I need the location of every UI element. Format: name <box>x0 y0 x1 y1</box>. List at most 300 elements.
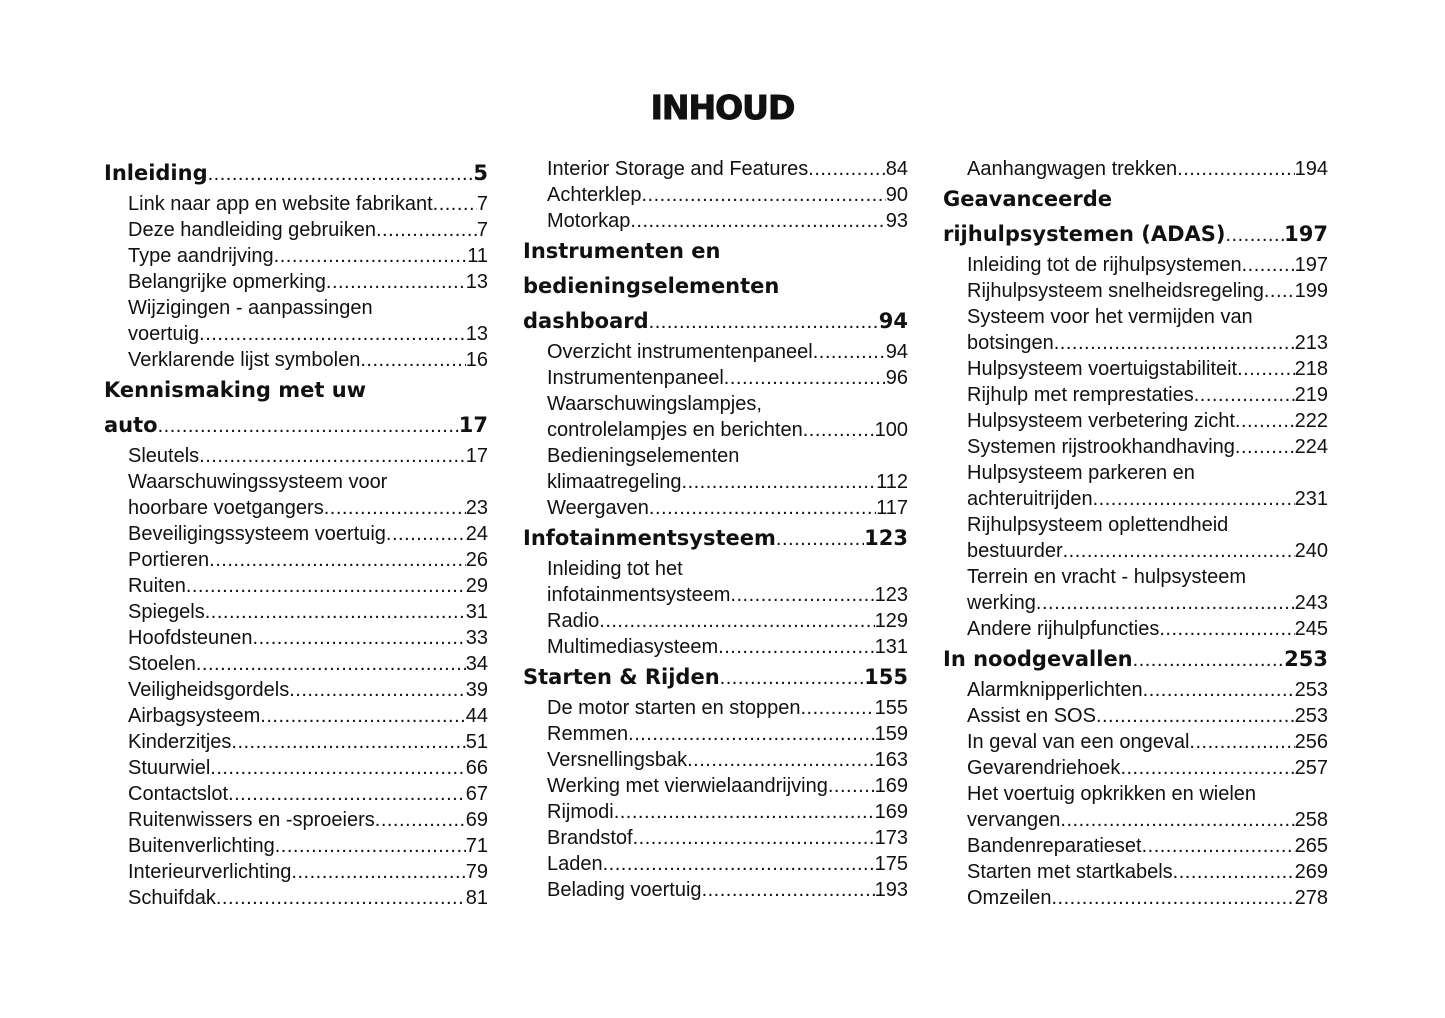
page-number: 94 <box>885 341 908 363</box>
dot-leader <box>630 208 885 234</box>
page-number: 94 <box>878 309 908 333</box>
toc-entry[interactable] <box>523 391 908 443</box>
toc-entry-title: Bedieningselementen <box>547 445 740 467</box>
page-number: 112 <box>876 471 908 493</box>
toc-section[interactable] <box>523 660 908 695</box>
page-number: 199 <box>1294 280 1328 302</box>
toc-entry[interactable] <box>943 859 1328 885</box>
toc-section-title: dashboard <box>523 309 649 333</box>
toc-entry-title: Waarschuwingslampjes, <box>547 393 762 415</box>
page-number: 39 <box>465 679 488 701</box>
toc-entry-line <box>943 590 1328 616</box>
toc-entry-line <box>104 495 488 521</box>
toc-section-line <box>104 408 488 443</box>
dot-leader <box>687 747 875 773</box>
toc-entry-line <box>104 443 488 469</box>
toc-section-title: Geavanceerde <box>943 187 1113 211</box>
dot-leader <box>682 469 877 495</box>
toc-entry-title: Stuurwiel <box>128 757 211 779</box>
toc-entry[interactable] <box>104 443 488 469</box>
toc-entry[interactable] <box>943 252 1328 278</box>
toc-entry-line <box>943 408 1328 434</box>
toc-entry-title: Inleiding tot het <box>547 558 683 580</box>
page-number: 16 <box>465 349 488 371</box>
dot-leader <box>628 721 874 747</box>
toc-entry-line <box>523 773 908 799</box>
dot-leader <box>253 625 466 651</box>
page-number: 33 <box>465 627 488 649</box>
page-number: 258 <box>1294 809 1328 831</box>
toc-section[interactable] <box>523 521 908 556</box>
dot-leader <box>196 651 466 677</box>
page-number: 243 <box>1294 592 1328 614</box>
dot-leader <box>1036 590 1295 616</box>
toc-entry-title: Ruiten <box>128 575 186 597</box>
toc-entry[interactable] <box>104 243 488 269</box>
toc-entry-title: Verklarende lijst symbolen <box>128 349 361 371</box>
toc-entry-line <box>523 877 908 903</box>
page-number: 173 <box>874 827 908 849</box>
toc-entry-title: Versnellingsbak <box>547 749 688 771</box>
dot-leader <box>1235 434 1295 460</box>
toc-entry-title: Omzeilen <box>967 887 1052 909</box>
toc-entry[interactable] <box>523 208 908 234</box>
dot-leader <box>1226 218 1285 253</box>
dot-leader <box>1264 278 1295 304</box>
toc-entry-title: Type aandrijving <box>128 245 274 267</box>
toc-entry[interactable] <box>104 217 488 243</box>
toc-entry-title: Veiligheidsgordels <box>128 679 290 701</box>
toc-section-title: In noodgevallen <box>943 647 1133 671</box>
page-number: 84 <box>885 158 908 180</box>
toc-entry-line <box>104 521 488 547</box>
toc-entry-line <box>943 434 1328 460</box>
toc-entry[interactable] <box>943 156 1328 182</box>
toc-section-line <box>523 269 908 304</box>
toc-entry-line <box>523 825 908 851</box>
toc-entry-title: Instrumentenpaneel <box>547 367 724 389</box>
toc-entry-line <box>943 755 1328 781</box>
toc-entry-line <box>104 651 488 677</box>
toc-section-line <box>523 521 908 556</box>
toc-entry-title: Starten met startkabels <box>967 861 1173 883</box>
toc-entry-line <box>943 729 1328 755</box>
toc-entry-line <box>104 321 488 347</box>
toc-entry-line <box>943 781 1328 807</box>
dot-leader <box>649 305 879 340</box>
toc-entry[interactable] <box>943 616 1328 642</box>
toc-section-line <box>104 373 488 408</box>
toc-section[interactable] <box>104 373 488 443</box>
toc-entry-title: Link naar app en website fabrikant <box>128 193 433 215</box>
toc-entry[interactable] <box>104 729 488 755</box>
toc-section-title: Instrumenten en <box>523 239 721 263</box>
dot-leader <box>205 599 466 625</box>
toc-entry-line <box>523 391 908 417</box>
dot-leader <box>1235 408 1295 434</box>
page-number: 93 <box>885 210 908 232</box>
toc-entry-title: controlelampjes en berichten <box>547 419 803 441</box>
dot-leader <box>724 365 886 391</box>
page-number: 90 <box>885 184 908 206</box>
toc-entry-title: Portieren <box>128 549 210 571</box>
toc-entry-title: Sleutels <box>128 445 200 467</box>
toc-entry[interactable] <box>523 851 908 877</box>
toc-entry-title: Weergaven <box>547 497 649 519</box>
dot-leader <box>1194 382 1295 408</box>
toc-entry-title: werking <box>967 592 1036 614</box>
dot-leader <box>1177 156 1294 182</box>
toc-entry[interactable] <box>943 356 1328 382</box>
page-number: 7 <box>476 193 488 215</box>
toc-entry-title: Spiegels <box>128 601 205 623</box>
toc-entry[interactable] <box>104 755 488 781</box>
toc-entry-line <box>943 486 1328 512</box>
toc-section[interactable] <box>104 156 488 191</box>
toc-entry[interactable] <box>104 469 488 521</box>
toc-entry-line <box>104 469 488 495</box>
toc-section-line <box>104 156 488 191</box>
toc-section-line <box>943 217 1328 252</box>
toc-entry-line <box>104 547 488 573</box>
page-number: 231 <box>1294 488 1328 510</box>
toc-entry-line <box>523 747 908 773</box>
toc-entry-line <box>943 885 1328 911</box>
toc-entry-title: Stoelen <box>128 653 196 675</box>
toc-entry[interactable] <box>104 295 488 347</box>
toc-entry-title: infotainmentsysteem <box>547 584 731 606</box>
toc-entry[interactable] <box>104 651 488 677</box>
toc-entry[interactable] <box>943 833 1328 859</box>
toc-entry-line <box>943 304 1328 330</box>
toc-entry-line <box>104 755 488 781</box>
toc-entry-line <box>943 330 1328 356</box>
toc-entry-line <box>104 781 488 807</box>
dot-leader <box>291 859 465 885</box>
dot-leader <box>720 661 865 696</box>
toc-entry-line <box>943 252 1328 278</box>
toc-entry-title: In geval van een ongeval <box>967 731 1190 753</box>
toc-entry[interactable] <box>523 365 908 391</box>
page-number: 96 <box>885 367 908 389</box>
dot-leader <box>1173 859 1295 885</box>
dot-leader <box>324 495 466 521</box>
toc-entry[interactable] <box>523 825 908 851</box>
page-number: 245 <box>1294 618 1328 640</box>
page-number: 100 <box>874 419 908 441</box>
toc-entry-line <box>943 538 1328 564</box>
toc-entry[interactable] <box>104 625 488 651</box>
toc-entry-title: Gevarendriehoek <box>967 757 1121 779</box>
toc-entry[interactable] <box>104 347 488 373</box>
dot-leader <box>386 521 466 547</box>
toc-entry-title: Rijmodi <box>547 801 614 823</box>
toc-entry-title: Multimediasysteem <box>547 636 719 658</box>
toc-entry-line <box>523 851 908 877</box>
page-number: 117 <box>876 497 908 519</box>
toc-entry-title: Deze handleiding gebruiken <box>128 219 376 241</box>
toc-entry[interactable] <box>104 885 488 911</box>
toc-section[interactable] <box>523 234 908 339</box>
dot-leader <box>1093 486 1295 512</box>
toc-entry-title: Remmen <box>547 723 629 745</box>
page-number: 44 <box>465 705 488 727</box>
toc-entry[interactable] <box>943 434 1328 460</box>
toc-entry-title: Motorkap <box>547 210 631 232</box>
page-number: 253 <box>1284 647 1328 671</box>
page-number: 71 <box>465 835 488 857</box>
toc-entry-title: hoorbare voetgangers <box>128 497 324 519</box>
page-number: 269 <box>1294 861 1328 883</box>
page-number: 256 <box>1294 731 1328 753</box>
toc-entry[interactable] <box>523 695 908 721</box>
page-number: 155 <box>864 665 908 689</box>
page-number: 222 <box>1294 410 1328 432</box>
page-number: 213 <box>1294 332 1328 354</box>
toc-entry-title: Wijzigingen - aanpassingen <box>128 297 373 319</box>
dot-leader <box>808 156 885 182</box>
toc-entry[interactable] <box>943 564 1328 616</box>
toc-entry[interactable] <box>523 443 908 495</box>
toc-entry-title: Het voertuig opkrikken en wielen <box>967 783 1257 805</box>
dot-leader <box>260 703 465 729</box>
toc-entry[interactable] <box>943 755 1328 781</box>
toc-entry[interactable] <box>523 182 908 208</box>
page-number: 240 <box>1294 540 1328 562</box>
toc-entry-line <box>943 356 1328 382</box>
toc-entry[interactable] <box>104 269 488 295</box>
page-number: 34 <box>465 653 488 675</box>
toc-section-title: Kennismaking met uw <box>104 378 367 402</box>
dot-leader <box>158 409 459 444</box>
toc-entry-line <box>523 608 908 634</box>
toc-entry-title: Rijhulp met remprestaties <box>967 384 1194 406</box>
dot-leader <box>1242 252 1295 278</box>
toc-entry-line <box>104 573 488 599</box>
dot-leader <box>649 495 876 521</box>
toc-section-line <box>943 642 1328 677</box>
toc-entry[interactable] <box>943 512 1328 564</box>
toc-entry-line <box>523 634 908 660</box>
page-number: 253 <box>1294 705 1328 727</box>
toc-entry-line <box>523 495 908 521</box>
toc-entry[interactable] <box>943 408 1328 434</box>
toc-entry[interactable] <box>943 278 1328 304</box>
toc-entry-title: Schuifdak <box>128 887 216 909</box>
dot-leader <box>633 825 875 851</box>
toc-entry-title: Interior Storage and Features <box>547 158 809 180</box>
toc-section[interactable] <box>943 642 1328 677</box>
toc-entry-title: Andere rijhulpfuncties <box>967 618 1160 640</box>
toc-entry[interactable] <box>104 677 488 703</box>
toc-entry[interactable] <box>943 382 1328 408</box>
page-number: 197 <box>1294 254 1328 276</box>
toc-entry[interactable] <box>104 859 488 885</box>
dot-leader <box>274 243 468 269</box>
dot-leader <box>1051 885 1294 911</box>
toc-entry-line <box>104 677 488 703</box>
toc-entry-title: achteruitrijden <box>967 488 1093 510</box>
toc-entry-title: Hulpsysteem parkeren en <box>967 462 1195 484</box>
toc-entry-line <box>943 859 1328 885</box>
toc-entry[interactable] <box>523 495 908 521</box>
toc-entry[interactable] <box>523 156 908 182</box>
toc-entry[interactable] <box>523 747 908 773</box>
toc-entry[interactable] <box>943 703 1328 729</box>
toc-entry-line <box>104 599 488 625</box>
toc-entry-line <box>104 729 488 755</box>
page-number: 67 <box>465 783 488 805</box>
toc-entry[interactable] <box>104 807 488 833</box>
toc-entry-title: Werking met vierwielaandrijving <box>547 775 828 797</box>
dot-leader <box>228 781 466 807</box>
toc-entry[interactable] <box>104 599 488 625</box>
toc-entry-line <box>523 695 908 721</box>
page-number: 219 <box>1294 384 1328 406</box>
dot-leader <box>828 773 875 799</box>
dot-leader <box>1120 755 1294 781</box>
toc-entry-line <box>943 833 1328 859</box>
dot-leader <box>642 182 886 208</box>
page-number: 29 <box>465 575 488 597</box>
page-number: 194 <box>1294 158 1328 180</box>
toc-section[interactable] <box>943 182 1328 252</box>
toc-entry[interactable] <box>104 521 488 547</box>
toc-section-title: auto <box>104 413 158 437</box>
dot-leader <box>1189 729 1294 755</box>
toc-entry-line <box>104 295 488 321</box>
page-number: 169 <box>874 775 908 797</box>
toc-section-line <box>523 660 908 695</box>
toc-entry[interactable] <box>104 833 488 859</box>
toc-entry[interactable] <box>104 547 488 573</box>
page-number: 26 <box>465 549 488 571</box>
toc-entry[interactable] <box>943 677 1328 703</box>
toc-section-title: bedieningselementen <box>523 274 780 298</box>
toc-entry-line <box>943 807 1328 833</box>
toc-entry-title: Systeem voor het vermijden van <box>967 306 1253 328</box>
page-number: 81 <box>465 887 488 909</box>
dot-leader <box>813 339 886 365</box>
toc-entry-title: Kinderzitjes <box>128 731 232 753</box>
dot-leader <box>1159 616 1294 642</box>
toc-entry[interactable] <box>104 573 488 599</box>
toc-entry[interactable] <box>523 877 908 903</box>
toc-entry-line <box>523 156 908 182</box>
toc-entry-line <box>943 677 1328 703</box>
page-number: 131 <box>874 636 908 658</box>
page-number: 193 <box>874 879 908 901</box>
toc-entry-title: voertuig <box>128 323 200 345</box>
toc-entry-line <box>523 721 908 747</box>
toc-column-1 <box>104 156 488 911</box>
toc-entry[interactable] <box>523 634 908 660</box>
toc-section-line <box>523 234 908 269</box>
page-number: 257 <box>1294 757 1328 779</box>
toc-entry[interactable] <box>943 304 1328 356</box>
toc-entry-title: Brandstof <box>547 827 633 849</box>
dot-leader <box>275 833 466 859</box>
page-number: 17 <box>465 445 488 467</box>
toc-entry-title: Ruitenwissers en -sproeiers <box>128 809 375 831</box>
toc-entry-line <box>943 703 1328 729</box>
toc-entry[interactable] <box>104 703 488 729</box>
toc-entry-title: Terrein en vracht - hulpsysteem <box>967 566 1247 588</box>
toc-column-3 <box>943 156 1328 911</box>
dot-leader <box>199 443 466 469</box>
dot-leader <box>1133 643 1285 678</box>
toc-entry-line <box>104 243 488 269</box>
toc-entry-title: Airbagsysteem <box>128 705 261 727</box>
page-number: 13 <box>465 323 488 345</box>
dot-leader <box>1237 356 1295 382</box>
page-number: 7 <box>476 219 488 241</box>
toc-entry-line <box>104 833 488 859</box>
toc-entry-title: klimaatregeling <box>547 471 682 493</box>
toc-entry-title: Waarschuwingssysteem voor <box>128 471 388 493</box>
toc-entry[interactable] <box>943 729 1328 755</box>
dot-leader <box>433 191 477 217</box>
toc-entry[interactable] <box>104 191 488 217</box>
toc-section-line <box>943 182 1328 217</box>
toc-entry-title: Beveiligingssysteem voertuig <box>128 523 386 545</box>
toc-entry-title: Bandenreparatieset <box>967 835 1142 857</box>
toc-entry-line <box>104 347 488 373</box>
toc-entry[interactable] <box>523 799 908 825</box>
toc-section-title: Starten & Rijden <box>523 665 720 689</box>
dot-leader <box>730 582 874 608</box>
toc-entry-title: Belangrijke opmerking <box>128 271 326 293</box>
toc-entry[interactable] <box>523 773 908 799</box>
toc-entry[interactable] <box>104 781 488 807</box>
toc-entry-title: Contactslot <box>128 783 229 805</box>
toc-entry-title: Interieurverlichting <box>128 861 292 883</box>
page-number: 155 <box>874 697 908 719</box>
dot-leader <box>603 851 875 877</box>
page-number: 11 <box>467 245 488 267</box>
page-number: 123 <box>874 584 908 606</box>
page-number: 169 <box>874 801 908 823</box>
dot-leader <box>614 799 875 825</box>
toc-entry[interactable] <box>523 608 908 634</box>
dot-leader <box>199 321 466 347</box>
page-number: 5 <box>473 161 488 185</box>
dot-leader <box>376 217 477 243</box>
toc-entry[interactable] <box>943 781 1328 833</box>
page-number: 253 <box>1294 679 1328 701</box>
dot-leader <box>360 347 465 373</box>
toc-entry[interactable] <box>523 556 908 608</box>
dot-leader <box>599 608 874 634</box>
dot-leader <box>702 877 875 903</box>
toc-entry[interactable] <box>523 339 908 365</box>
toc-entry[interactable] <box>943 460 1328 512</box>
dot-leader <box>289 677 466 703</box>
toc-entry-line <box>523 556 908 582</box>
toc-entry[interactable] <box>523 721 908 747</box>
toc-entry-title: Alarmknipperlichten <box>967 679 1143 701</box>
page-number: 218 <box>1294 358 1328 380</box>
toc-entry-line <box>104 807 488 833</box>
toc-entry-title: Belading voertuig <box>547 879 702 901</box>
toc-entry-title: Rijhulpsysteem snelheidsregeling <box>967 280 1264 302</box>
toc-entry[interactable] <box>943 885 1328 911</box>
toc-entry-line <box>104 703 488 729</box>
page-number: 79 <box>465 861 488 883</box>
toc-entry-title: Systemen rijstrookhandhaving <box>967 436 1235 458</box>
toc-entry-line <box>943 616 1328 642</box>
page-number: 69 <box>465 809 488 831</box>
